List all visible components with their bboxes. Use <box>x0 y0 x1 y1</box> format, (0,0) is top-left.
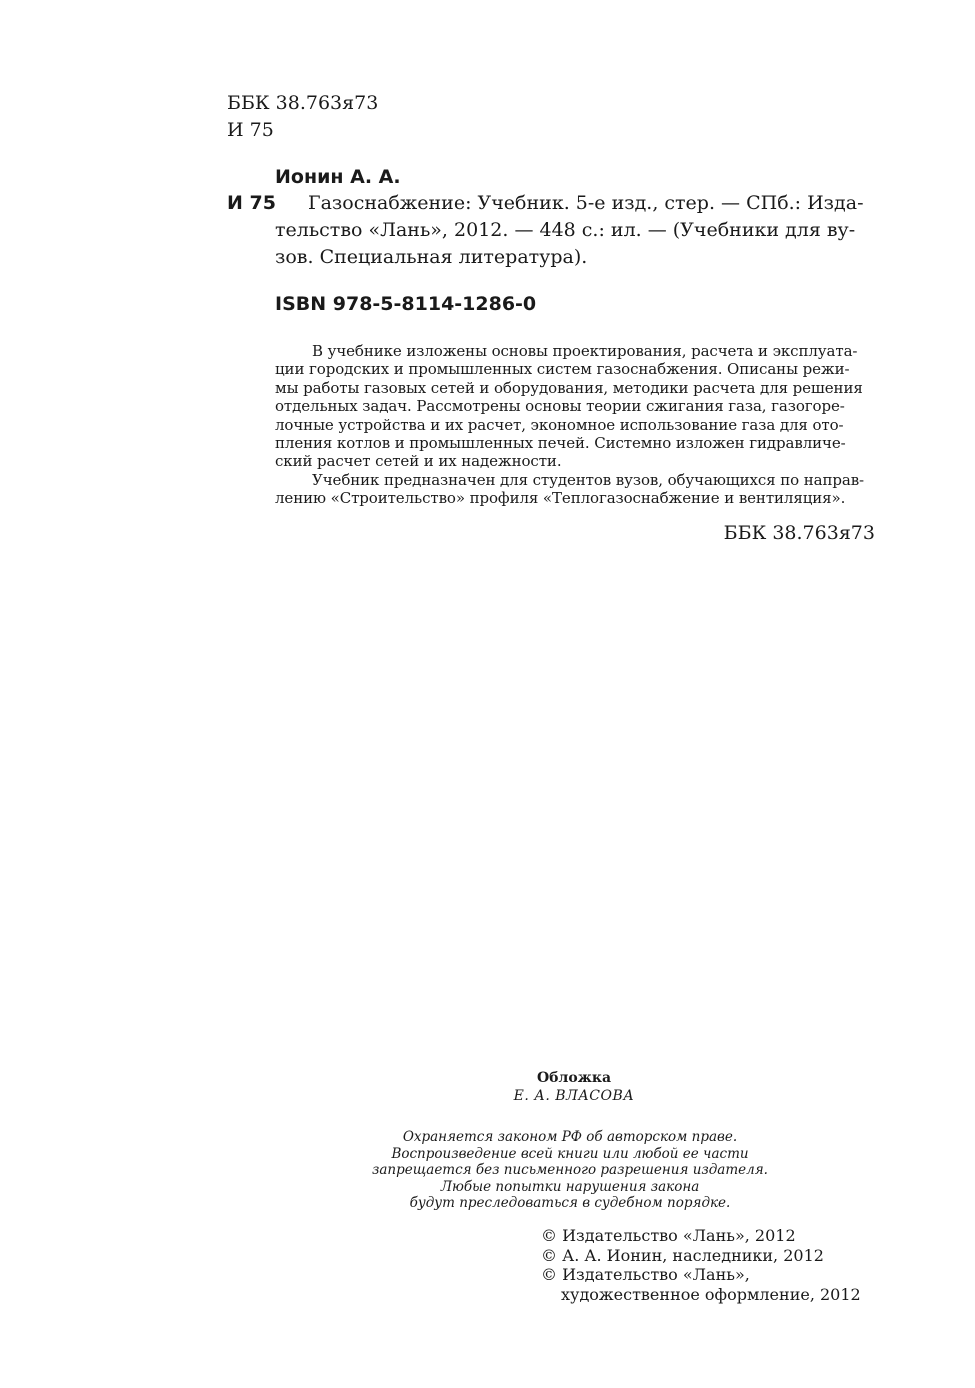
copyright-line: художественное оформление, 2012 <box>561 1284 861 1304</box>
annotation-bbk: ББК 38.763я73 <box>723 522 875 544</box>
description-line: зов. Специальная литература). <box>275 246 588 268</box>
author-name: Ионин А. А. <box>275 166 401 188</box>
annotation-line: ции городских и промышленных систем газоснабжения. Описаны режи- <box>275 360 850 378</box>
copyright-line: © Издательство «Лань», <box>541 1265 750 1284</box>
annotation-line: ский расчет сетей и их надежности. <box>275 452 562 470</box>
copyright-block <box>541 1226 861 1304</box>
author-mark: И 75 <box>227 119 274 141</box>
annotation-line: лению «Строительство» профиля «Теплогазоснабжение и вентиляция». <box>275 489 846 507</box>
record-author-mark: И 75 <box>227 192 276 214</box>
annotation-line: Учебник предназначен для студентов вузов, обучающихся по направ- <box>312 471 865 489</box>
annotation-line: мы работы газовых сетей и оборудования, методики расчета для решения <box>275 379 863 397</box>
cover-credit <box>474 1069 674 1105</box>
annotation-line: пления котлов и промышленных печей. Системно изложен гидравличе- <box>275 434 846 452</box>
notice-line: Воспроизведение всей книги или любой ее части <box>391 1145 749 1162</box>
description-line: тельство «Лань», 2012. — 448 с.: ил. — (Учебники для ву- <box>275 219 856 241</box>
copyright-line: © А. А. Ионин, наследники, 2012 <box>541 1245 824 1265</box>
classification-block <box>227 90 378 144</box>
bbk-code: ББК 38.763я73 <box>227 92 379 114</box>
notice-line: Любые попытки нарушения закона <box>440 1178 700 1195</box>
annotation-line: В учебнике изложены основы проектирования, расчета и эксплуата- <box>312 342 858 360</box>
notice-line: будут преследоваться в судебном порядке. <box>409 1195 731 1211</box>
cover-designer: Е. А. ВЛАСОВА <box>513 1088 635 1104</box>
cover-label: Обложка <box>536 1070 612 1086</box>
legal-notice <box>330 1129 810 1212</box>
copyright-line: © Издательство «Лань», 2012 <box>541 1226 796 1245</box>
annotation-line: лочные устройства и их расчет, экономное использование газа для ото- <box>275 416 844 434</box>
annotation-line: отдельных задач. Рассмотрены основы теории сжигания газа, газогоре- <box>275 397 845 415</box>
isbn: ISBN 978-5-8114-1286-0 <box>275 293 537 315</box>
notice-line: Охраняется законом РФ об авторском праве. <box>402 1129 738 1145</box>
description-line: Газоснабжение: Учебник. 5-е изд., стер. — СПб.: Изда- <box>308 192 864 214</box>
notice-line: запрещается без письменного разрешения издателя. <box>372 1162 768 1178</box>
